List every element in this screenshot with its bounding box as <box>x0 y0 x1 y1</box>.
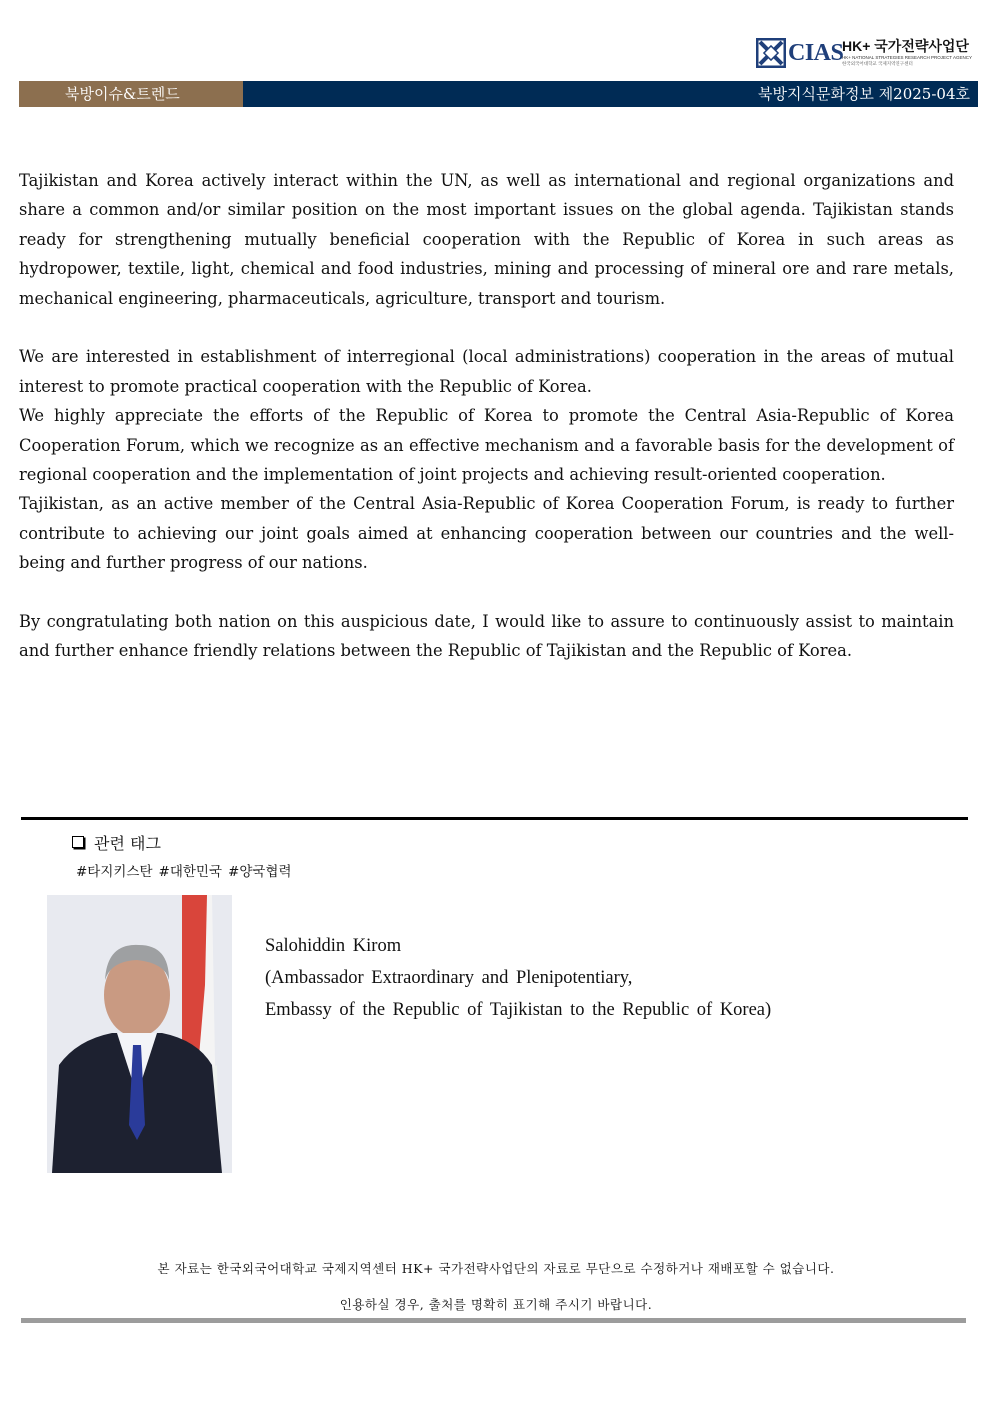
paragraph: Tajikistan, as an active member of the Central Asia-Republic of Korea Cooperation Forum, is ready to further contribute to achieving our joint goals aimed at enhancing cooperation between our countries and the well-being and further progress of our nations. <box>19 494 954 573</box>
logo-subtitle-kr: 한국외국어대학교 국제지역연구센터 <box>842 61 913 66</box>
related-tags-heading: 관련 태그 <box>72 831 161 854</box>
logo-subtitle-en: HK+ NATIONAL STRATEGIES RESEARCH PROJECT AGENCY <box>842 55 972 60</box>
portrait-image-icon <box>47 895 232 1173</box>
author-info <box>265 930 771 1026</box>
paragraph: We are interested in establishment of interregional (local administrations) cooperation in the areas of mutual interest to promote practical cooperation with the Republic of Korea. <box>19 347 954 396</box>
copyright-notice: 본 자료는 한국외국어대학교 국제지역센터 HK+ 국가전략사업단의 자료로 무단으로 수정하거나 재배포할 수 없습니다. <box>157 1261 835 1276</box>
tag[interactable]: #대한민국 <box>158 864 223 880</box>
ambassador-photo <box>47 895 232 1173</box>
cias-logo <box>756 36 972 70</box>
article-body <box>19 166 954 666</box>
citation-notice: 인용하실 경우, 출처를 명확히 표기해 주시기 바랍니다. <box>339 1297 653 1312</box>
author-title: (Ambassador Extraordinary and Plenipotentiary, <box>265 968 633 988</box>
cias-logo-mark-icon <box>756 38 786 68</box>
logo-name: CIAS <box>788 40 844 66</box>
author-name: Salohiddin Kirom <box>265 936 402 956</box>
footer-divider <box>21 1318 966 1323</box>
tag-list <box>76 860 298 880</box>
author-affiliation: Embassy of the Republic of Tajikistan to the Republic of Korea) <box>265 1000 772 1020</box>
section-divider <box>21 817 968 820</box>
header-bar <box>19 81 978 107</box>
logo-title: HK+ 국가전략사업단 <box>842 38 969 54</box>
checkbox-bullet-icon <box>72 836 84 848</box>
tag[interactable]: #양국협력 <box>228 864 292 880</box>
paragraph: By congratulating both nation on this auspicious date, I would like to assure to continuously assist to maintain and further enhance friendly relations between the Republic of Tajikistan and the Republic of Korea. <box>19 612 954 661</box>
paragraph: We highly appreciate the efforts of the Republic of Korea to promote the Central Asia-Republic of Korea Cooperation Forum, which we recognize as an effective mechanism and a favorable basis for the development of regional cooperation and the implementation of joint projects and achieving result-oriented cooperation. <box>19 406 954 485</box>
paragraph: Tajikistan and Korea actively interact within the UN, as well as international and regional organizations and share a common and/or similar position on the most important issues on the global agenda. Tajikistan stands ready for strengthening mutually beneficial cooperation with the Republic of Korea in such areas as hydropower, textile, light, chemical and food industries, mining and processing of mineral ore and rare metals, mechanical engineering, pharmaceuticals, agriculture, transport and tourism. <box>19 171 954 308</box>
publication-number: 북방지식문화정보 제2025-04호 <box>243 81 978 107</box>
section-label: 북방이슈&트렌드 <box>19 81 243 107</box>
tag[interactable]: #타지키스탄 <box>76 864 153 880</box>
